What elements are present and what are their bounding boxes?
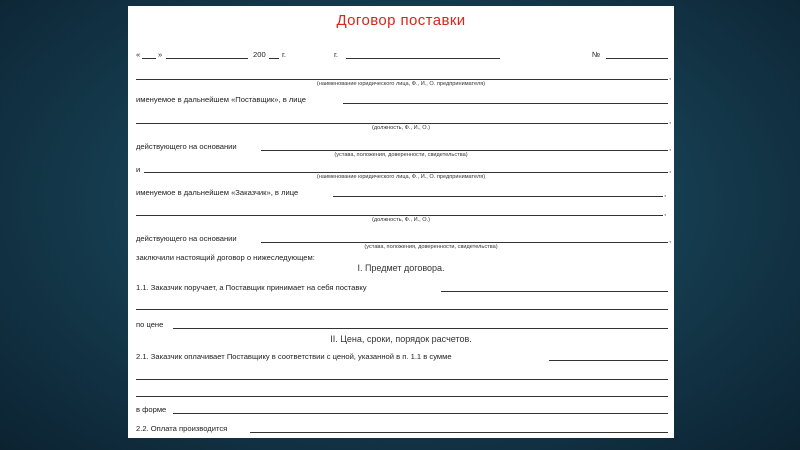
city-field[interactable] [346,58,500,59]
amount-field-2[interactable] [136,379,668,380]
caption-legal-entity: (наименование юридического лица, Ф., И., О. предпринимателя) [316,174,486,180]
comma: , [669,116,672,125]
supplier-representative-field[interactable] [343,103,668,104]
caption-position: (должность, Ф., И., О.) [371,125,431,131]
amount-field[interactable] [549,360,668,361]
contract-page [128,6,674,438]
clause-1-1-text: 1.1. Заказчик поручает, а Поставщик принимает на себя поставку [136,283,367,292]
supplier-basis-field[interactable] [261,150,668,151]
comma: , [664,208,667,217]
contract-number-field[interactable] [606,58,668,59]
section-1-heading: I. Предмет договора. [357,263,445,273]
caption-charter: (устава, положения, доверенности, свидетельства) [334,152,468,158]
supplier-label: именуемое в дальнейшем «Поставщик», в лице [136,95,306,104]
day-field[interactable] [142,58,156,59]
year-suffix: г. [282,50,286,59]
customer-representative-field[interactable] [333,196,663,197]
supplier-name-field[interactable] [136,79,668,80]
customer-name-field[interactable] [144,172,668,173]
form-label: в форме [136,405,167,414]
customer-representative-field-2[interactable] [136,215,663,216]
caption-position: (должность, Ф., И., О.) [371,217,431,223]
section-2-heading: II. Цена, сроки, порядок расчетов. [330,334,472,344]
city-prefix: г. [334,50,338,59]
date-open-quote: « [136,50,141,59]
year-prefix: 200 [253,50,266,59]
payment-terms-field[interactable] [250,432,668,433]
concluded-row [136,252,668,263]
month-field[interactable] [166,58,248,59]
caption-legal-entity: (наименование юридического лица, Ф., И., О. предпринимателя) [316,81,486,87]
year-field[interactable] [269,58,279,59]
payment-form-field[interactable] [173,413,668,414]
price-field[interactable] [173,328,668,329]
comma: , [669,72,672,81]
goods-field[interactable] [441,291,668,292]
caption-charter: (устава, положения, доверенности, свидетельства) [364,244,498,250]
acting-basis-label: действующего на основании [136,142,237,151]
concluded-text: заключили настоящий договор о нижеследующем: [136,253,315,262]
customer-label: именуемое в дальнейшем «Заказчик», в лице [136,188,299,197]
clause-2-2-text: 2.2. Оплата производится [136,424,228,433]
date-close-quote: » [158,50,163,59]
comma: , [664,189,667,198]
document-title: Договор поставки [336,12,466,29]
amount-field-3[interactable] [136,396,668,397]
price-label: по цене [136,320,164,329]
goods-field-2[interactable] [136,309,668,310]
comma: , [669,165,672,174]
acting-basis-label: действующего на основании [136,234,237,243]
supplier-representative-field-2[interactable] [136,123,668,124]
number-sign: № [592,50,601,59]
and-label: и [136,165,141,174]
comma: , [669,235,672,244]
clause-2-1-text: 2.1. Заказчик оплачивает Поставщику в соответствии с ценой, указанной в п. 1.1 в сумме [136,352,452,361]
customer-basis-field[interactable] [261,242,668,243]
comma: , [669,143,672,152]
header-row [136,49,668,60]
